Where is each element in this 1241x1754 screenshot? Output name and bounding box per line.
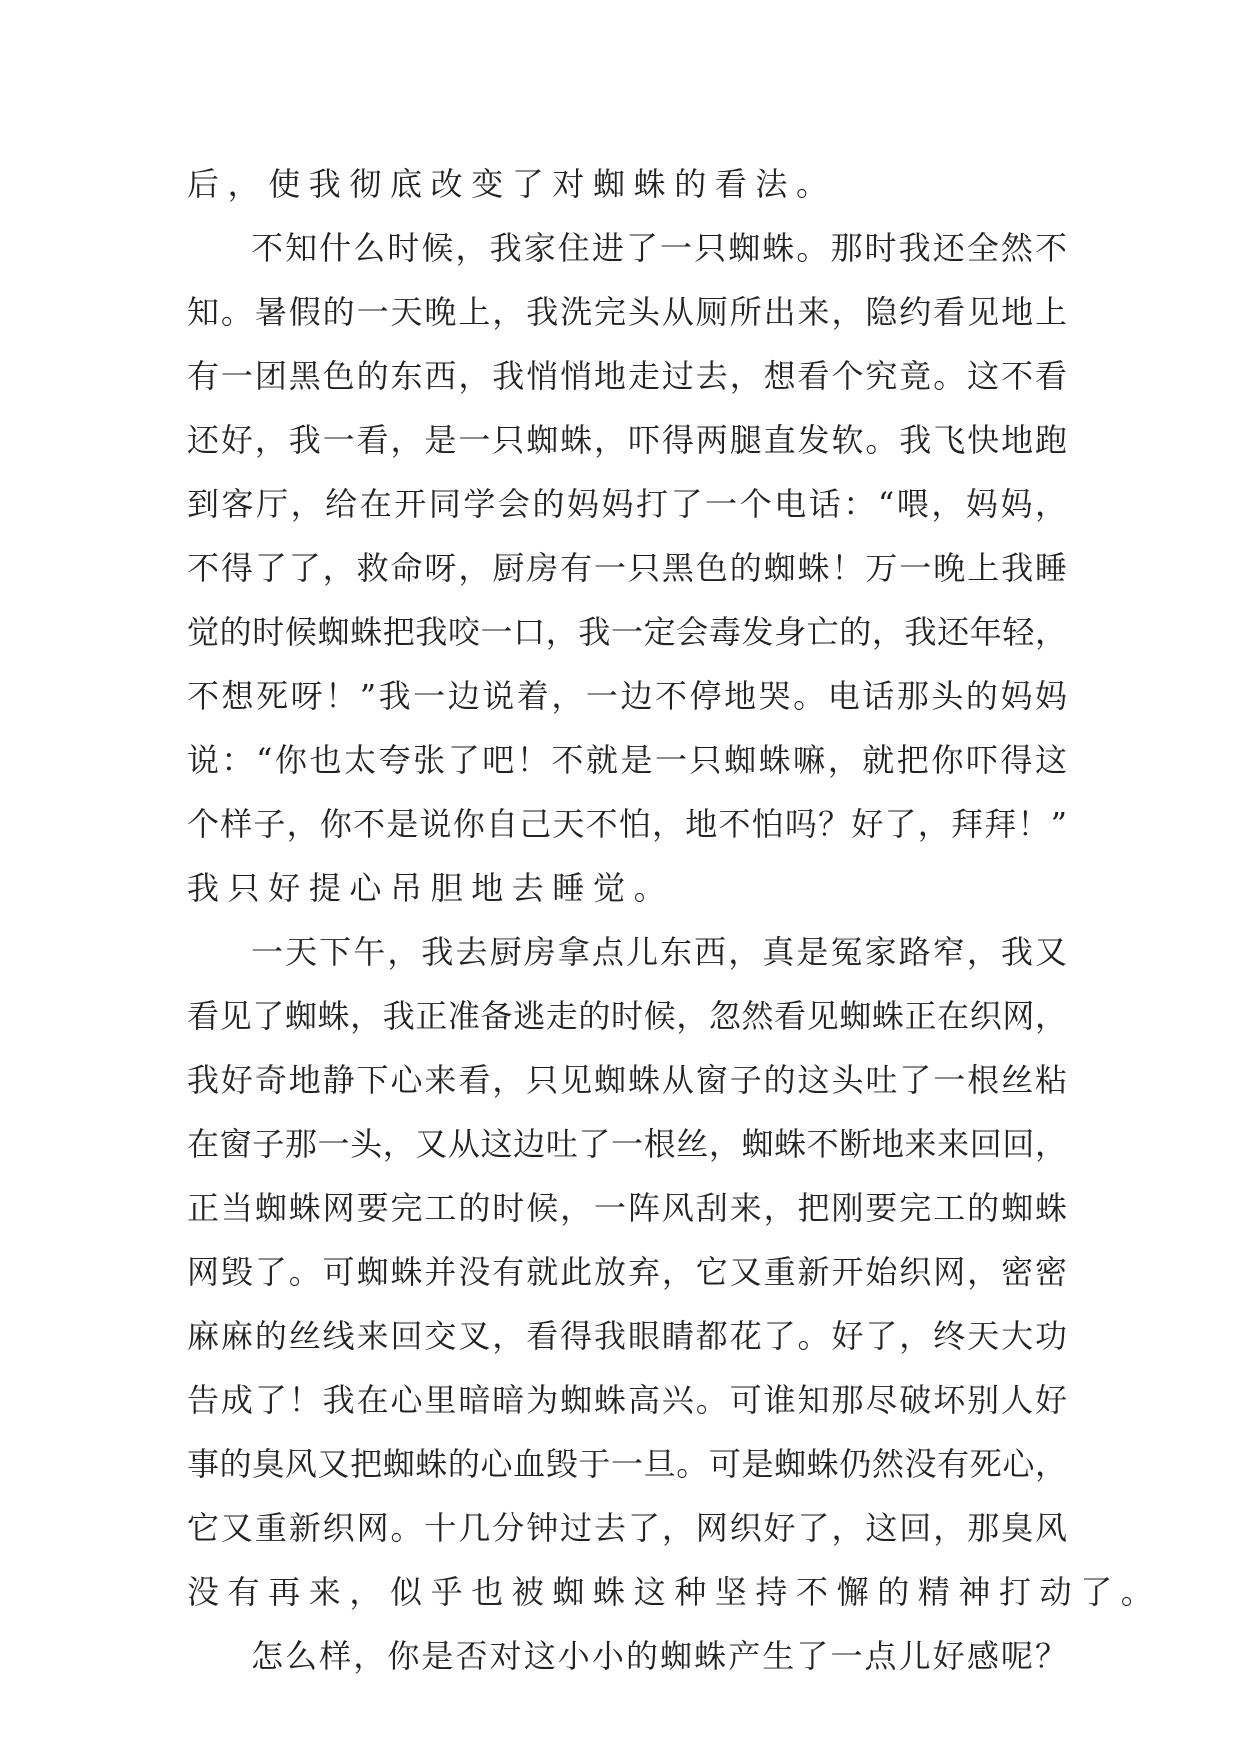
text-line: 不得了了，救命呀，厨房有一只黑色的蜘蛛！万一晚上我睡 <box>187 549 1067 587</box>
text-line: 觉的时候蜘蛛把我咬一口，我一定会毒发身亡的，我还年轻， <box>187 613 1067 651</box>
text-line: 网毁了。可蜘蛛并没有就此放弃，它又重新开始织网，密密 <box>187 1253 1067 1291</box>
text-line: 知。暑假的一天晚上，我洗完头从厕所出来，隐约看见地上 <box>187 293 1067 331</box>
text-line: 麻麻的丝线来回交叉，看得我眼睛都花了。好了，终天大功 <box>187 1317 1067 1355</box>
text-line: 在窗子那一头，又从这边吐了一根丝，蜘蛛不断地来来回回， <box>187 1125 1067 1163</box>
paragraph-first-line: 一天下午，我去厨房拿点儿东西，真是冤家路窄，我又 <box>251 933 1067 971</box>
paragraph-first-line: 怎么样，你是否对这小小的蜘蛛产生了一点儿好感呢？ <box>251 1637 1067 1675</box>
paragraph-first-line: 不知什么时候，我家住进了一只蜘蛛。那时我还全然不 <box>251 229 1067 267</box>
text-line: 它又重新织网。十几分钟过去了，网织好了，这回，那臭风 <box>187 1509 1067 1547</box>
text-line: 我好奇地静下心来看，只见蜘蛛从窗子的这头吐了一根丝粘 <box>187 1061 1067 1099</box>
text-line: 个样子，你不是说你自己天不怕，地不怕吗？好了，拜拜！” <box>187 805 1067 843</box>
text-line: 有一团黑色的东西，我悄悄地走过去，想看个究竟。这不看 <box>187 357 1067 395</box>
text-line: 我只好提心吊胆地去睡觉。 <box>187 869 675 907</box>
text-line: 没有再来，似乎也被蜘蛛这种坚持不懈的精神打动了。 <box>187 1573 1162 1611</box>
text-line: 不想死呀！”我一边说着，一边不停地哭。电话那头的妈妈 <box>187 677 1067 715</box>
text-line: 事的臭风又把蜘蛛的心血毁于一旦。可是蜘蛛仍然没有死心， <box>187 1445 1067 1483</box>
text-line: 看见了蜘蛛，我正准备逃走的时候，忽然看见蜘蛛正在织网， <box>187 997 1067 1035</box>
text-line: 说：“你也太夸张了吧！不就是一只蜘蛛嘛，就把你吓得这 <box>187 741 1067 779</box>
text-line: 告成了！我在心里暗暗为蜘蛛高兴。可谁知那尽破坏别人好 <box>187 1381 1067 1419</box>
text-line: 后，使我彻底改变了对蜘蛛的看法。 <box>187 165 837 203</box>
text-line: 到客厅，给在开同学会的妈妈打了一个电话：“喂，妈妈， <box>187 485 1067 523</box>
text-line: 正当蜘蛛网要完工的时候，一阵风刮来，把刚要完工的蜘蛛 <box>187 1189 1067 1227</box>
text-line: 还好，我一看，是一只蜘蛛，吓得两腿直发软。我飞快地跑 <box>187 421 1067 459</box>
essay-text <box>187 152 1162 1688</box>
